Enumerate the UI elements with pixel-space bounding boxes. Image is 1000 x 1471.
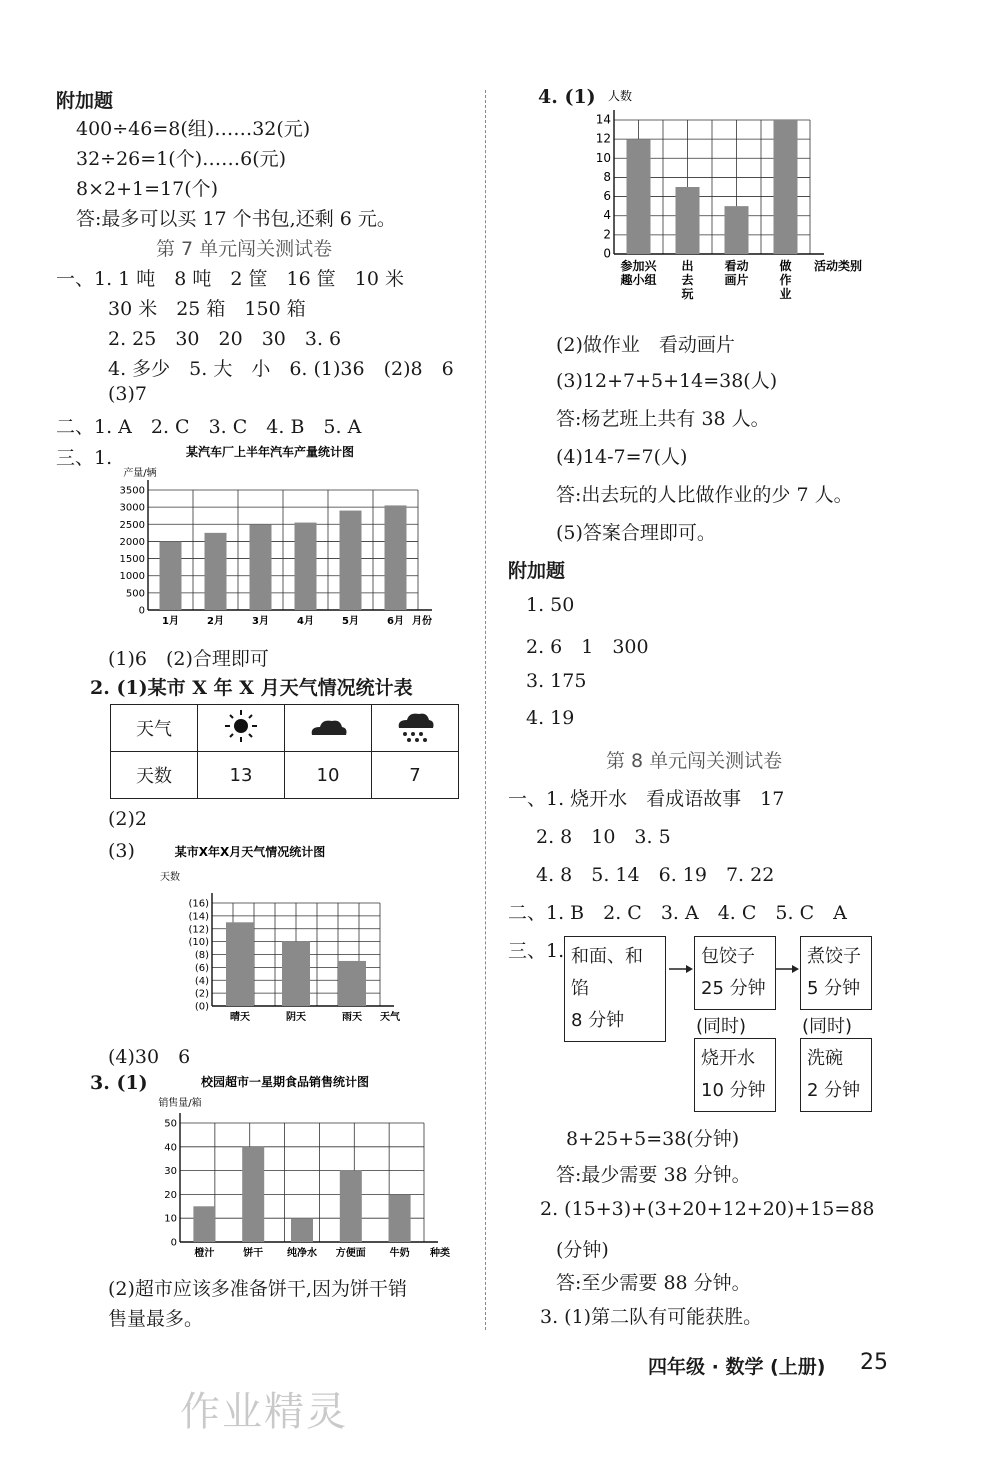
- q2-title: 2. (1)某市 X 年 X 月天气情况统计表: [90, 677, 413, 699]
- car-production-chart: [100, 440, 445, 630]
- s1-line: (3)7: [108, 383, 148, 405]
- sun-icon: [198, 705, 285, 752]
- flow-box-kettle: [694, 1038, 776, 1112]
- s3-label: 三、1.: [56, 447, 113, 469]
- y-axis-label: 产量/辆: [123, 468, 157, 479]
- y-tick-label: (16): [188, 898, 209, 910]
- q2-line: 2. (15+3)+(3+20+12+20)+15=88: [540, 1198, 875, 1220]
- u8-line: 一、1. 烧开水 看成语故事 17: [508, 788, 785, 810]
- x-tick-label: 雨天: [342, 1012, 362, 1023]
- extra-line: 8×2+1=17(个): [76, 178, 219, 200]
- column-divider: [485, 90, 486, 1330]
- extra-item: 1. 50: [526, 594, 575, 616]
- y-axis-label: 人数: [607, 89, 633, 103]
- flow-box-time: 10 分钟: [701, 1080, 766, 1101]
- flow-box-time: 5 分钟: [807, 978, 861, 999]
- y-axis-label: 天数: [160, 872, 180, 883]
- x-tick-label: 趣小组: [620, 273, 657, 287]
- chart-bar: [295, 523, 317, 610]
- q3-right: 3. (1)第二队有可能获胜。: [540, 1306, 763, 1328]
- chart-bar: [205, 533, 227, 610]
- q4-4: (4)14-7=7(人): [556, 446, 688, 468]
- chart-bar: [282, 942, 310, 1006]
- chart-bar: [193, 1206, 215, 1242]
- extra-item: 2. 6 1 300: [526, 636, 649, 658]
- s1-line: 一、1. 1 吨 8 吨 2 筐 16 筐 10 米: [56, 268, 404, 290]
- q4-label: 4. (1): [538, 86, 596, 108]
- x-tick-label: 玩: [681, 287, 694, 301]
- chart-bar: [340, 511, 362, 610]
- x-axis-label: 天气: [380, 1012, 400, 1023]
- chart-bar: [242, 1147, 264, 1242]
- flow-box-text: 烧开水: [701, 1048, 755, 1069]
- flow-box-dishes: [800, 1038, 872, 1112]
- y-tick-label: 10: [164, 1213, 177, 1225]
- chart-bar: [725, 206, 749, 254]
- flow-box-boil: [800, 936, 872, 1010]
- y-tick-label: 6: [603, 189, 611, 204]
- chart-bar: [291, 1218, 313, 1242]
- x-tick-label: 晴天: [230, 1012, 250, 1023]
- x-tick-label: 去: [681, 273, 694, 287]
- unit8-title: 第 8 单元闯关测试卷: [606, 750, 783, 772]
- table-cell: 7: [372, 752, 459, 799]
- extra-title-right: 附加题: [508, 560, 566, 582]
- q4-5: (5)答案合理即可。: [556, 522, 716, 544]
- flow-box-time: 2 分钟: [807, 1080, 861, 1101]
- y-tick-label: 8: [603, 169, 611, 184]
- q2-3-label: (3): [108, 840, 135, 862]
- q1-answer: (1)6 (2)合理即可: [108, 648, 269, 670]
- q2-4: (4)30 6: [108, 1046, 191, 1068]
- flow-box-text: 洗碗: [807, 1048, 843, 1069]
- x-tick-label: 橙汁: [194, 1248, 215, 1259]
- flow-box-wrap: [694, 936, 776, 1010]
- s1-line: 4. 多少 5. 大 小 6. (1)36 (2)8 6: [108, 358, 454, 380]
- y-tick-label: 3500: [119, 485, 145, 497]
- y-tick-label: 2000: [119, 536, 145, 548]
- chart-title: 某汽车厂上半年汽车产量统计图: [185, 445, 355, 459]
- y-tick-label: 0: [603, 246, 611, 261]
- y-tick-label: 30: [164, 1166, 177, 1178]
- flow-box-time: 25 分钟: [701, 978, 766, 999]
- chart-bar: [676, 187, 700, 254]
- weather-chart: [140, 838, 440, 1032]
- chart-title: 校园超市一星期食品销售统计图: [200, 1075, 370, 1089]
- y-tick-label: 0: [138, 605, 145, 617]
- footer-label: 四年级 · 数学 (上册): [648, 1356, 826, 1378]
- q4-3-answer: 答:杨艺班上共有 38 人。: [556, 408, 770, 430]
- x-tick-label: 参加兴: [620, 259, 657, 273]
- y-tick-label: 4: [603, 208, 611, 223]
- x-tick-label: 方便面: [335, 1248, 366, 1259]
- chart-bar: [774, 120, 798, 254]
- y-tick-label: 14: [595, 112, 611, 127]
- y-tick-label: (10): [188, 937, 209, 949]
- x-tick-label: 3月: [252, 616, 269, 627]
- x-tick-label: 作: [779, 273, 792, 287]
- flow-box-text: 和面、和馅: [571, 946, 643, 999]
- q4-4-answer: 答:出去玩的人比做作业的少 7 人。: [556, 484, 853, 506]
- extra-line: 400÷46=8(组)……32(元): [76, 118, 311, 140]
- x-tick-label: 饼干: [243, 1248, 264, 1259]
- chart-title: 某市X年X月天气情况统计图: [174, 845, 326, 859]
- y-tick-label: 2: [603, 227, 611, 242]
- chart-bar: [226, 922, 254, 1006]
- flow-box-prep: [564, 936, 666, 1042]
- q2-2: (2)2: [108, 808, 148, 830]
- table-header-days: 天数: [111, 752, 198, 799]
- x-axis-label: 种类: [430, 1248, 450, 1259]
- watermark-stamp: 作业精灵: [180, 1389, 348, 1435]
- y-tick-label: 20: [164, 1189, 177, 1201]
- y-tick-label: 2500: [119, 519, 145, 531]
- chart-bar: [385, 505, 407, 610]
- same-time-label: (同时): [802, 1016, 853, 1037]
- rain-cloud-icon: [372, 705, 459, 752]
- snack-sales-chart: [150, 1070, 460, 1266]
- same-time-label: (同时): [696, 1016, 747, 1037]
- y-tick-label: 12: [595, 131, 611, 146]
- chart-bar: [389, 1194, 411, 1242]
- y-tick-label: 40: [164, 1142, 177, 1154]
- q3-2-line: (2)超市应该多准备饼干,因为饼干销: [108, 1278, 407, 1300]
- y-tick-label: 500: [125, 588, 145, 600]
- calc1-answer: 答:最少需要 38 分钟。: [556, 1164, 751, 1186]
- y-tick-label: 1000: [119, 571, 145, 583]
- x-tick-label: 牛奶: [389, 1248, 410, 1259]
- x-tick-label: 出: [681, 259, 694, 273]
- class-activity-chart: [580, 84, 870, 310]
- u8-line: 4. 8 5. 14 6. 19 7. 22: [536, 864, 775, 886]
- chart-bar: [340, 1171, 362, 1242]
- extra-line: 答:最多可以买 17 个书包,还剩 6 元。: [76, 208, 396, 230]
- q3-2-line: 售量最多。: [108, 1308, 204, 1330]
- x-tick-label: 做: [779, 259, 792, 273]
- x-tick-label: 5月: [342, 616, 359, 627]
- page-number: 25: [860, 1350, 888, 1375]
- y-axis-label: 销售量/箱: [158, 1098, 202, 1109]
- x-tick-label: 2月: [207, 616, 224, 627]
- extra-item: 3. 175: [526, 670, 587, 692]
- s1-line: 2. 25 30 20 30 3. 6: [108, 328, 342, 350]
- x-tick-label: 业: [779, 287, 792, 301]
- q4-3: (3)12+7+5+14=38(人): [556, 370, 778, 392]
- x-tick-label: 4月: [297, 616, 314, 627]
- x-tick-label: 1月: [162, 616, 179, 627]
- calc1: 8+25+5=38(分钟): [566, 1128, 740, 1150]
- y-tick-label: 1500: [119, 554, 145, 566]
- flow-box-text: 煮饺子: [807, 946, 861, 967]
- y-tick-label: 50: [164, 1118, 177, 1130]
- extra-title-left: 附加题: [56, 90, 114, 112]
- flow-box-text: 包饺子: [701, 946, 755, 967]
- u8-s3-label: 三、1.: [508, 940, 565, 962]
- y-tick-label: (14): [188, 911, 209, 923]
- x-tick-label: 看动: [724, 259, 749, 273]
- weather-table: [110, 704, 459, 799]
- table-cell: 13: [198, 752, 285, 799]
- y-tick-label: 0: [170, 1237, 177, 1249]
- x-axis-label: 活动类别: [813, 259, 863, 273]
- arrow-icon: [668, 962, 694, 976]
- s1-line: 30 米 25 箱 150 箱: [108, 298, 306, 320]
- u8-line: 2. 8 10 3. 5: [536, 826, 671, 848]
- q2-answer: 答:至少需要 88 分钟。: [556, 1272, 751, 1294]
- cloud-icon: [285, 705, 372, 752]
- chart-bar: [627, 139, 651, 254]
- chart-bar: [250, 524, 272, 610]
- arrow-icon: [774, 962, 800, 976]
- x-tick-label: 画片: [724, 273, 749, 287]
- table-cell: 10: [285, 752, 372, 799]
- extra-line: 32÷26=1(个)……6(元): [76, 148, 287, 170]
- extra-item: 4. 19: [526, 707, 575, 729]
- u8-line: 二、1. B 2. C 3. A 4. C 5. C A: [508, 902, 847, 924]
- chart-bar: [160, 541, 182, 610]
- y-tick-label: 3000: [119, 502, 145, 514]
- y-tick-label: (6): [194, 962, 209, 974]
- x-tick-label: 阴天: [286, 1012, 306, 1023]
- y-tick-label: (0): [194, 1001, 209, 1013]
- y-tick-label: (4): [194, 975, 209, 987]
- s2-line: 二、1. A 2. C 3. C 4. B 5. A: [56, 416, 362, 438]
- q4-2: (2)做作业 看动画片: [556, 334, 735, 356]
- x-tick-label: 6月: [387, 616, 404, 627]
- x-tick-label: 纯净水: [287, 1248, 317, 1259]
- x-axis-label: 月份: [412, 616, 432, 627]
- flow-box-time: 8 分钟: [571, 1010, 625, 1031]
- q3-label: 3. (1): [90, 1072, 148, 1094]
- y-tick-label: 10: [595, 150, 611, 165]
- y-tick-label: (12): [188, 924, 209, 936]
- q2-line: (分钟): [556, 1239, 609, 1261]
- chart-bar: [338, 961, 366, 1006]
- y-tick-label: (8): [194, 950, 209, 961]
- y-tick-label: (2): [194, 988, 209, 1000]
- table-header-weather: 天气: [111, 705, 198, 752]
- unit7-title: 第 7 单元闯关测试卷: [156, 238, 333, 260]
